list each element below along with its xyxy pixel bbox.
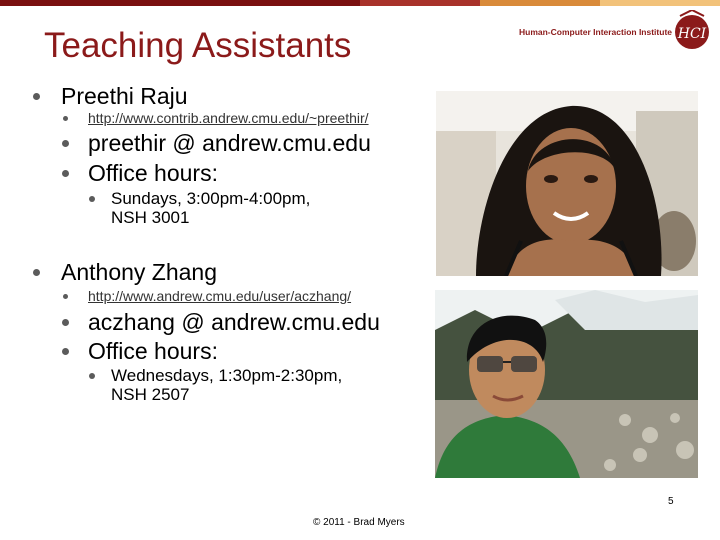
office-hours-time-anthony: Wednesdays, 1:30pm-2:30pm,: [111, 366, 343, 385]
hcii-logo-badge-text: HCI: [677, 26, 707, 42]
bar-segment-dark: [0, 0, 360, 6]
bullet-icon: [89, 196, 95, 202]
ta-photo-anthony: [435, 290, 698, 478]
bar-segment-red: [360, 0, 480, 6]
office-hours-time-preethi: Sundays, 3:00pm-4:00pm,: [111, 189, 311, 208]
ta-photo-preethi: [436, 91, 698, 276]
footer-copyright: © 2011 - Brad Myers: [313, 517, 405, 528]
ta-name-anthony: Anthony Zhang: [61, 259, 218, 285]
bullet-icon: [62, 170, 69, 177]
office-hours-room-preethi: NSH 3001: [111, 208, 190, 227]
ta-url-link-anthony[interactable]: http://www.andrew.cmu.edu/user/aczhang/: [88, 288, 352, 304]
bullet-icon: [62, 319, 69, 326]
office-hours-label-preethi: Office hours:: [88, 160, 218, 186]
bullet-icon: [89, 373, 95, 379]
bullet-icon: [33, 93, 40, 100]
bullet-icon: [63, 116, 68, 121]
bullet-icon: [62, 140, 69, 147]
office-hours-room-anthony: NSH 2507: [111, 385, 190, 404]
hcii-logo-text: Human-Computer Interaction Institute: [519, 27, 673, 37]
ta-name-preethi: Preethi Raju: [61, 83, 188, 109]
ta-email-anthony: aczhang @ andrew.cmu.edu: [88, 309, 380, 335]
slide-page-number: 5: [668, 496, 674, 507]
hcii-logo-icon: [674, 10, 710, 50]
bullet-icon: [62, 348, 69, 355]
ta-url-link-preethi[interactable]: http://www.contrib.andrew.cmu.edu/~preethir/: [88, 110, 369, 126]
slide-title: Teaching Assistants: [44, 26, 352, 65]
office-hours-label-anthony: Office hours:: [88, 338, 218, 364]
ta-email-preethi: preethir @ andrew.cmu.edu: [88, 130, 371, 156]
bar-segment-orange: [480, 0, 600, 6]
bullet-icon: [33, 269, 40, 276]
bullet-icon: [63, 294, 68, 299]
top-color-bar: [0, 0, 720, 6]
bar-segment-gold: [600, 0, 720, 6]
